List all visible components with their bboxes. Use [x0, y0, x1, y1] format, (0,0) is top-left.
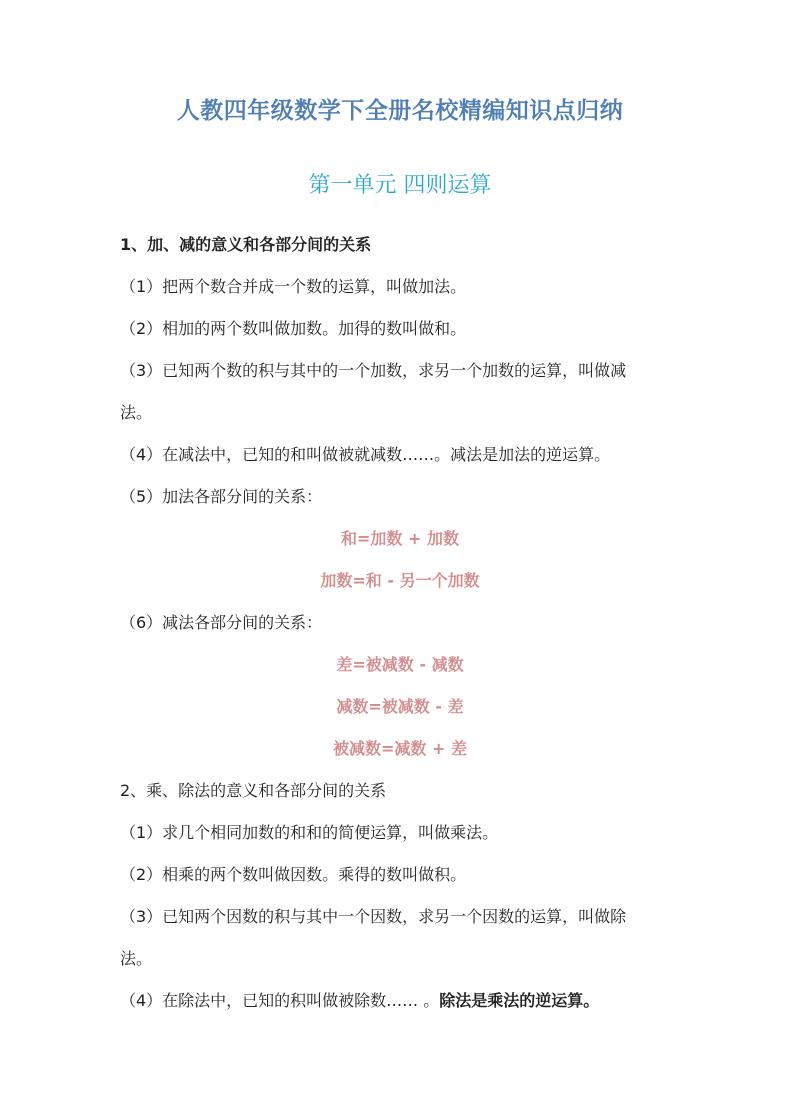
section1-item-6: （6）减法各部分间的关系： — [120, 613, 323, 632]
section1-item-3-cont: 法。 — [120, 403, 153, 422]
section2-item-3-cont: 法。 — [120, 949, 153, 968]
section1-item-5: （5）加法各部分间的关系： — [120, 487, 323, 506]
section2-item-4 — [120, 990, 599, 1012]
section1-heading: 1、加、减的意义和各部分间的关系 — [120, 235, 372, 254]
add-formula-2: 加数=和 - 另一个加数 — [320, 571, 480, 590]
unit-title: 第一单元 四则运算 — [308, 173, 492, 198]
sub-formula-1: 差=被减数 - 减数 — [336, 655, 464, 674]
section1-item-2: （2）相加的两个数叫做加数。加得的数叫做和。 — [120, 319, 467, 338]
sub-formula-2: 减数=被减数 - 差 — [336, 697, 464, 716]
section2-heading: 2、乘、除法的意义和各部分间的关系 — [120, 781, 387, 800]
section2-item-4-text: （4）在除法中，已知的积叫做被除数…… 。 — [120, 991, 440, 1010]
section2-item-1: （1）求几个相同加数的和和的简便运算，叫做乘法。 — [120, 823, 499, 842]
sub-formula-3: 被减数=减数 + 差 — [333, 739, 467, 758]
section1-item-4: （4）在减法中，已知的和叫做被就减数……。减法是加法的逆运算。 — [120, 445, 611, 464]
section2-item-2: （2）相乘的两个数叫做因数。乘得的数叫做积。 — [120, 865, 467, 884]
section2-item-3: （3）已知两个因数的积与其中一个因数，求另一个因数的运算，叫做除 — [120, 907, 627, 926]
document-title: 人教四年级数学下全册名校精编知识点归纳 — [176, 98, 624, 124]
section1-item-1: （1）把两个数合并成一个数的运算，叫做加法。 — [120, 277, 467, 296]
section1-item-3: （3）已知两个数的积与其中的一个加数，求另一个加数的运算，叫做减 — [120, 361, 627, 380]
section2-item-4-bold: 除法是乘法的逆运算。 — [439, 991, 600, 1010]
add-formula-1: 和=加数 + 加数 — [341, 529, 459, 548]
